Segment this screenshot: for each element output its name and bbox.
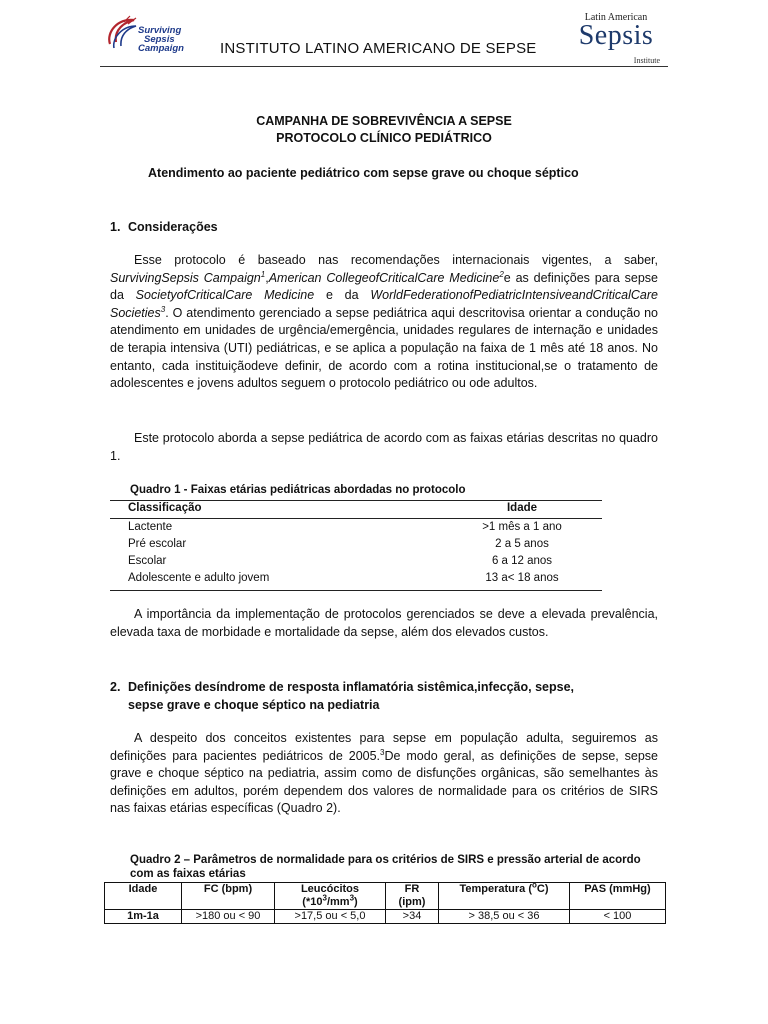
table-cell: >17,5 ou < 5,0 xyxy=(275,910,386,924)
las-logo-line-3: Institute xyxy=(633,56,660,65)
quadro-2-table xyxy=(104,882,666,924)
table-rule-header xyxy=(110,518,602,519)
table-row xyxy=(110,538,602,555)
table-cell: >1 mês a 1 ano xyxy=(482,521,562,533)
p2-text: Este protocolo aborda a sepse pediátrica de acordo com as faixas etárias descritas no quadro 1. xyxy=(110,431,658,463)
table-cell: Lactente xyxy=(128,521,173,533)
p1-text-b: e as definições para sepse da xyxy=(110,270,658,303)
header-temperatura: Temperatura ($^o$C) xyxy=(439,883,570,910)
las-logo-line-1: Latin American xyxy=(584,12,648,23)
p1-text-c: e da xyxy=(325,288,359,303)
header-idade: Idade xyxy=(105,883,182,910)
table-header-row xyxy=(110,502,602,519)
section-2-number: 2. xyxy=(110,680,121,694)
latin-american-sepsis-logo xyxy=(566,12,666,68)
header-pas: PAS (mmHg) xyxy=(570,883,666,910)
table-rule-bottom xyxy=(110,590,602,591)
table-cell: 1m-1a xyxy=(105,910,182,924)
page-header xyxy=(100,10,668,70)
header-divider xyxy=(100,66,668,67)
table-cell: 2 a 5 anos xyxy=(495,538,549,550)
p1-wfpics: WorldFederationofPediatricIntensiveandCriticalCare Societies xyxy=(110,288,658,320)
p1-text-a: Esse protocolo é baseado nas recomendações internacionais vigentes, a saber, xyxy=(134,253,658,267)
section-2-title-1: Definições desíndrome de resposta inflamatória sistêmica,infecção, sepse, xyxy=(128,680,575,694)
p1-accm-sup: 2 xyxy=(499,269,504,279)
importance-paragraph xyxy=(110,606,658,641)
table-cell: > 38,5 ou < 36 xyxy=(439,910,570,924)
p1-text-d: . O atendimento gerenciado a sepse pediátrica aqui descritovisa orientar a condução no atendimento em unidades de urgência/emergência, unidades regulares de internação e unidades de terapia intensiva (UTI) pediátricas, e se aplica a população na faixa de 1 mês até 18 anos. No entanto, cada instituiçãodeve definir, de acordo com a rotina institucional,se o tratamento de adolescentes e jovens adultos seguem o protocolo pediátrico ou ode adultos. xyxy=(110,305,658,391)
p1-wfpics-sup: 3 xyxy=(160,304,166,314)
section-1-number: 1. xyxy=(110,220,121,234)
table-cell: < 100 xyxy=(570,910,666,924)
quadro-2-caption: Quadro 2 – Parâmetros de normalidade para os critérios de SIRS e pressão arterial de acordo com as faixas etárias xyxy=(130,854,641,880)
table-rule-top xyxy=(110,500,602,501)
s2-text-b: De modo geral, as definições de sepse, sepse grave e choque séptico na pediatria, assim como de disfunções orgânicas, são semelhantes às definições em adultos, porém dependem dos valores de normalidade para os critérios de SIRS nas faixas etárias específicas (Quadro 2). xyxy=(110,748,659,816)
las-logo-line-2: Sepsis xyxy=(578,20,654,51)
p1-ssc: SurvivingSepsis Campaign xyxy=(110,270,261,285)
table-row xyxy=(110,555,602,572)
doc-title-1: CAMPANHA DE SOBREVIVÊNCIA A SEPSE xyxy=(256,114,512,128)
section-2-heading xyxy=(110,678,658,714)
s2-text-a: A despeito dos conceitos existentes para sepse em população adulta, seguiremos as definições para pacientes pediátricos de 2005. xyxy=(110,731,658,763)
header-fr: FR (ipm) xyxy=(386,883,439,910)
header-leucocitos: Leucócitos $(*10^3/mm^3)$ xyxy=(275,883,386,910)
p1-sccm: SocietyofCriticalCare Medicine xyxy=(135,288,315,303)
section-2-paragraph xyxy=(110,730,658,818)
doc-subtitle: Atendimento ao paciente pediátrico com sepse grave ou choque séptico xyxy=(148,166,579,180)
doc-title-2: PROTOCOLO CLÍNICO PEDIÁTRICO xyxy=(276,131,492,145)
table-cell: 6 a 12 anos xyxy=(491,555,553,567)
swirl-icon xyxy=(104,14,140,54)
table-cell: >34 xyxy=(386,910,439,924)
section-1-title: Considerações xyxy=(128,220,218,234)
table-cell: >180 ou < 90 xyxy=(182,910,275,924)
s2-sup: 3 xyxy=(380,747,385,757)
table-row xyxy=(110,572,602,589)
institute-title: INSTITUTO LATINO AMERICANO DE SEPSE xyxy=(220,40,537,57)
p1-accm: American CollegeofCriticalCare Medicine xyxy=(268,270,500,285)
logo-line-2: Sepsis xyxy=(144,34,175,45)
importance-text: A importância da implementação de protocolos gerenciados se deve a elevada prevalência, elevada taxa de morbidade e mortalidade da sepse, além dos elevados custos. xyxy=(110,607,658,639)
table-cell: Pré escolar xyxy=(128,538,187,550)
table-row xyxy=(110,521,602,538)
table-cell: Adolescente e adulto jovem xyxy=(128,572,270,584)
table-cell: Escolar xyxy=(128,555,167,567)
table-header-row xyxy=(105,883,666,910)
quadro-1-caption: Quadro 1 - Faixas etárias pediátricas abordadas no protocolo xyxy=(130,484,466,496)
header-idade: Idade xyxy=(506,502,538,514)
surviving-sepsis-logo xyxy=(104,14,199,58)
logo-line-3: Campaign xyxy=(138,43,184,54)
section-2-title-2: sepse grave e choque séptico na pediatria xyxy=(128,698,380,712)
table-cell: 13 a< 18 anos xyxy=(485,572,559,584)
section-1-paragraph-1: Esse protocolo é baseado nas recomendações internacionais vigentes, a saber, SurvivingSepsis Campaign$^1$,American CollegeofCriticalCare Medicine$^2$e as definições para sepse da SocietyofCriticalCare Medicine e da WorldFederationofPediatricIntensiveandCriticalCare Societies$^3$. O atendimento gerenciado a sepse pediátrica aqui descritovisa orientar a condução no atendimento em unidades de urgência/emergência, unidades regulares de internação e unidades de terapia intensiva (UTI) pediátricas, e se aplica a população na faixa de 1 mês até 18 anos. No entanto, cada instituiçãodeve definir, de acordo com a rotina institucional,se o tratamento de adolescentes e jovens adultos seguem o protocolo pediátrico ou ode adultos. xyxy=(110,253,658,391)
header-fc: FC (bpm) xyxy=(182,883,275,910)
section-1-heading xyxy=(110,220,218,234)
p1-ssc-sup: 1 xyxy=(260,269,266,279)
header-classificacao: Classificação xyxy=(128,502,202,514)
table-row xyxy=(105,910,666,924)
logo-line-1: Surviving xyxy=(138,25,182,36)
section-1-paragraph-2 xyxy=(110,430,658,465)
